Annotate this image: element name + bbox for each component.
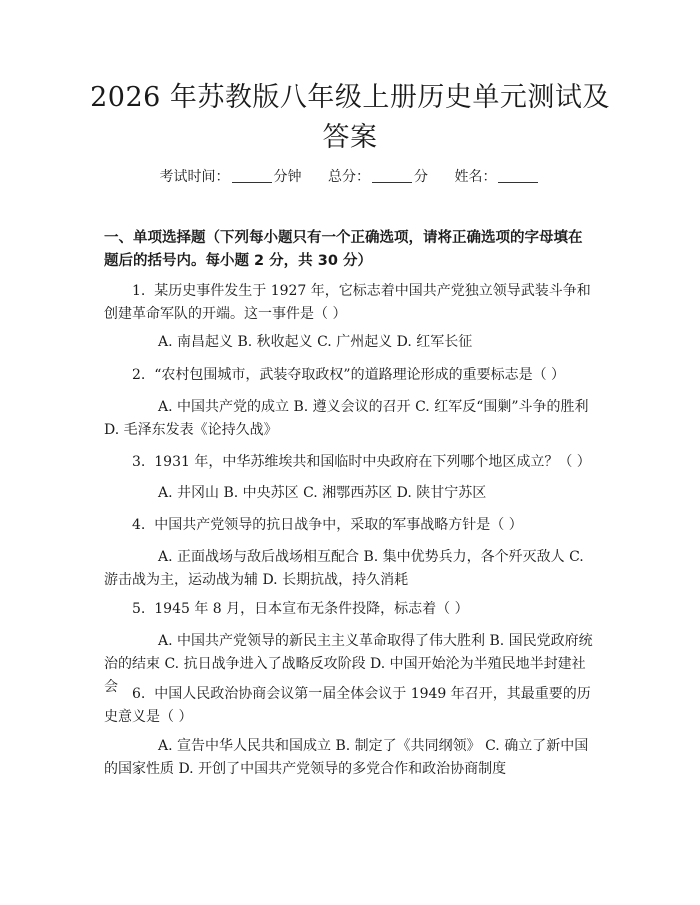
- student-name-blank[interactable]: [498, 182, 538, 183]
- document-title: 2026 年苏教版八年级上册历史单元测试及答案: [90, 82, 610, 153]
- question-stem: [104, 514, 598, 537]
- question-options: A. 宣告中华人民共和国成立 B. 制定了《共同纲领》 C. 确立了新中国的国家性质 D. 开创了中国共产党领导的多党合作和政治协商制度: [104, 738, 589, 777]
- question-text: 1931 年，中华苏维埃共和国临时中央政府在下列哪个地区成立？（ ）: [154, 454, 591, 470]
- question-options: A. 中国共产党领导的新民主主义革命取得了伟大胜利 B. 国民党政府统治的结束 C. 抗日战争进入了战略反攻阶段 D. 中国开始沦为半殖民地半封建社会: [104, 633, 593, 695]
- question-number: 1.: [132, 283, 146, 299]
- question-text: “农村包围城市，武装夺取政权”的道路理论形成的重要标志是（ ）: [154, 367, 566, 383]
- exam-info-line: [0, 167, 700, 187]
- total-score-blank[interactable]: [372, 182, 412, 183]
- question-number: 5.: [132, 601, 146, 617]
- question-number: 3.: [132, 454, 146, 470]
- question-options: A. 中国共产党的成立 B. 遵义会议的召开 C. 红军反“围剿”斗争的胜利 D. 毛泽东发表《论持久战》: [104, 399, 589, 438]
- section-heading: 一、单项选择题（下列每小题只有一个正确选项，请将正确选项的字母填在题后的括号内。每小题 2 分，共 30 分）: [104, 230, 583, 269]
- total-score-unit: 分: [414, 169, 428, 185]
- question-text: 中国共产党领导的抗日战争中，采取的军事战略方针是（ ）: [154, 517, 523, 533]
- question-stem: [104, 280, 598, 326]
- exam-time-unit: 分钟: [273, 169, 302, 185]
- total-score-label: 总分：: [328, 169, 370, 185]
- question-stem: [104, 598, 598, 621]
- question-number: 6.: [132, 686, 146, 702]
- total-score-field: [328, 169, 428, 185]
- student-name-label: 姓名：: [454, 169, 497, 185]
- question-stem: [104, 364, 598, 387]
- student-name-field: [454, 169, 540, 185]
- question-text: 1945 年 8 月，日本宣布无条件投降，标志着（ ）: [154, 601, 469, 617]
- question-stem: [104, 451, 598, 474]
- exam-time-label: 考试时间：: [159, 169, 230, 185]
- question-options: A. 南昌起义 B. 秋收起义 C. 广州起义 D. 红军长征: [158, 334, 473, 350]
- question-text: 某历史事件发生于 1927 年，它标志着中国共产党独立领导武装斗争和创建革命军队的开端。这一事件是（ ）: [104, 283, 591, 322]
- exam-time-blank[interactable]: [232, 182, 272, 183]
- question-text: 中国人民政治协商会议第一届全体会议于 1949 年召开，其最重要的历史意义是（ ）: [104, 686, 591, 725]
- exam-time-field: [160, 169, 302, 185]
- question-number: 4.: [132, 517, 146, 533]
- question-options: A. 正面战场与敌后战场相互配合 B. 集中优势兵力，各个歼灭敌人 C. 游击战为主，运动战为辅 D. 长期抗战，持久消耗: [104, 549, 584, 588]
- question-options: A. 井冈山 B. 中央苏区 C. 湘鄂西苏区 D. 陕甘宁苏区: [158, 485, 487, 501]
- question-number: 2.: [132, 367, 146, 383]
- question-stem: [104, 683, 598, 729]
